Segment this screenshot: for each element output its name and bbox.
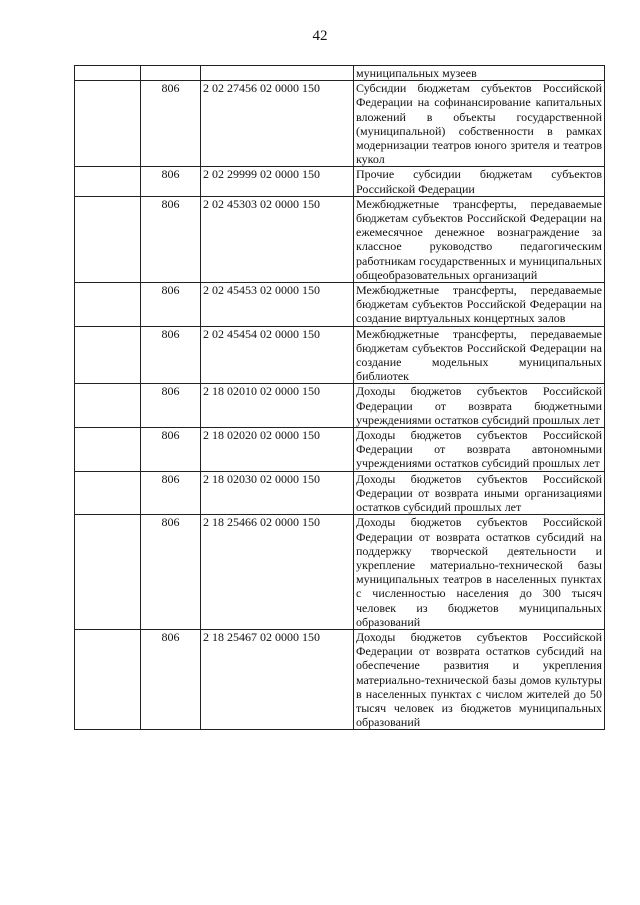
table-cell-blank: [75, 629, 141, 729]
table-row: [75, 515, 605, 630]
table-cell-income-code: 2 02 45453 02 0000 150: [201, 283, 354, 327]
table-cell-income-code: 2 18 25467 02 0000 150: [201, 629, 354, 729]
table-cell-blank: [75, 66, 141, 81]
table-cell-blank: [75, 167, 141, 196]
table-cell-income-code: 2 18 02030 02 0000 150: [201, 471, 354, 515]
table-cell-blank: [75, 326, 141, 384]
table-row: [75, 629, 605, 729]
table-row: [75, 471, 605, 515]
table-cell-admin-code: 806: [141, 283, 201, 327]
table-cell-admin-code: 806: [141, 629, 201, 729]
table-row: [75, 66, 605, 81]
table-cell-income-code: [201, 66, 354, 81]
table-cell-blank: [75, 283, 141, 327]
table-cell-description: Межбюджетные трансферты, передаваемые бюджетам субъектов Российской Федерации на создание виртуальных концертных залов: [354, 283, 605, 327]
table-row: [75, 428, 605, 472]
table-cell-description: Доходы бюджетов субъектов Российской Федерации от возврата автономными учреждениями остатков субсидий прошлых лет: [354, 428, 605, 472]
table-cell-description: Субсидии бюджетам субъектов Российской Федерации на софинансирование капитальных вложений в объекты государственной (муниципальной) собственности в рамках модернизации театров юного зрителя и театров кукол: [354, 81, 605, 167]
table-cell-income-code: 2 02 45454 02 0000 150: [201, 326, 354, 384]
table-cell-admin-code: 806: [141, 326, 201, 384]
table-cell-admin-code: 806: [141, 428, 201, 472]
table-cell-description: Доходы бюджетов субъектов Российской Федерации от возврата остатков субсидий на поддержку творческой деятельности и укрепление материально-технической базы муниципальных театров в населенных пунктах с численностью населения до 300 тысяч человек из бюджетов муниципальных образований: [354, 515, 605, 630]
table-row: [75, 283, 605, 327]
budget-classification-table: [74, 65, 605, 730]
table-cell-income-code: 2 18 02020 02 0000 150: [201, 428, 354, 472]
table-cell-admin-code: 806: [141, 515, 201, 630]
table-cell-description: Межбюджетные трансферты, передаваемые бюджетам субъектов Российской Федерации на ежемесячное денежное вознаграждение за классное руководство педагогическим работникам государственных и муниципальных общеобразовательных организаций: [354, 196, 605, 282]
table-cell-income-code: 2 18 25466 02 0000 150: [201, 515, 354, 630]
table-row: [75, 167, 605, 196]
table-cell-description: Доходы бюджетов субъектов Российской Федерации от возврата бюджетными учреждениями остатков субсидий прошлых лет: [354, 384, 605, 428]
table-cell-admin-code: 806: [141, 471, 201, 515]
table-cell-income-code: 2 02 45303 02 0000 150: [201, 196, 354, 282]
table-row: [75, 384, 605, 428]
table-cell-blank: [75, 515, 141, 630]
table-cell-blank: [75, 81, 141, 167]
table-cell-blank: [75, 471, 141, 515]
table-cell-admin-code: 806: [141, 81, 201, 167]
table-cell-admin-code: 806: [141, 196, 201, 282]
table-cell-blank: [75, 384, 141, 428]
table-cell-description: муниципальных музеев: [354, 66, 605, 81]
table-row: [75, 326, 605, 384]
table-cell-blank: [75, 196, 141, 282]
table-cell-description: Межбюджетные трансферты, передаваемые бюджетам субъектов Российской Федерации на создание модельных муниципальных библиотек: [354, 326, 605, 384]
table-cell-admin-code: 806: [141, 167, 201, 196]
table-cell-income-code: 2 02 27456 02 0000 150: [201, 81, 354, 167]
page-number: 42: [312, 28, 328, 44]
table-row: [75, 196, 605, 282]
table-cell-admin-code: [141, 66, 201, 81]
table-cell-description: Доходы бюджетов субъектов Российской Федерации от возврата иными организациями остатков субсидий прошлых лет: [354, 471, 605, 515]
table-cell-income-code: 2 02 29999 02 0000 150: [201, 167, 354, 196]
table-row: [75, 81, 605, 167]
table-cell-description: Доходы бюджетов субъектов Российской Федерации от возврата остатков субсидий на обеспечение развития и укрепления материально-технической базы домов культуры в населенных пунктах с числом жителей до 50 тысяч человек из бюджетов муниципальных образований: [354, 629, 605, 729]
table-cell-admin-code: 806: [141, 384, 201, 428]
table-cell-income-code: 2 18 02010 02 0000 150: [201, 384, 354, 428]
table-cell-blank: [75, 428, 141, 472]
table-cell-description: Прочие субсидии бюджетам субъектов Российской Федерации: [354, 167, 605, 196]
